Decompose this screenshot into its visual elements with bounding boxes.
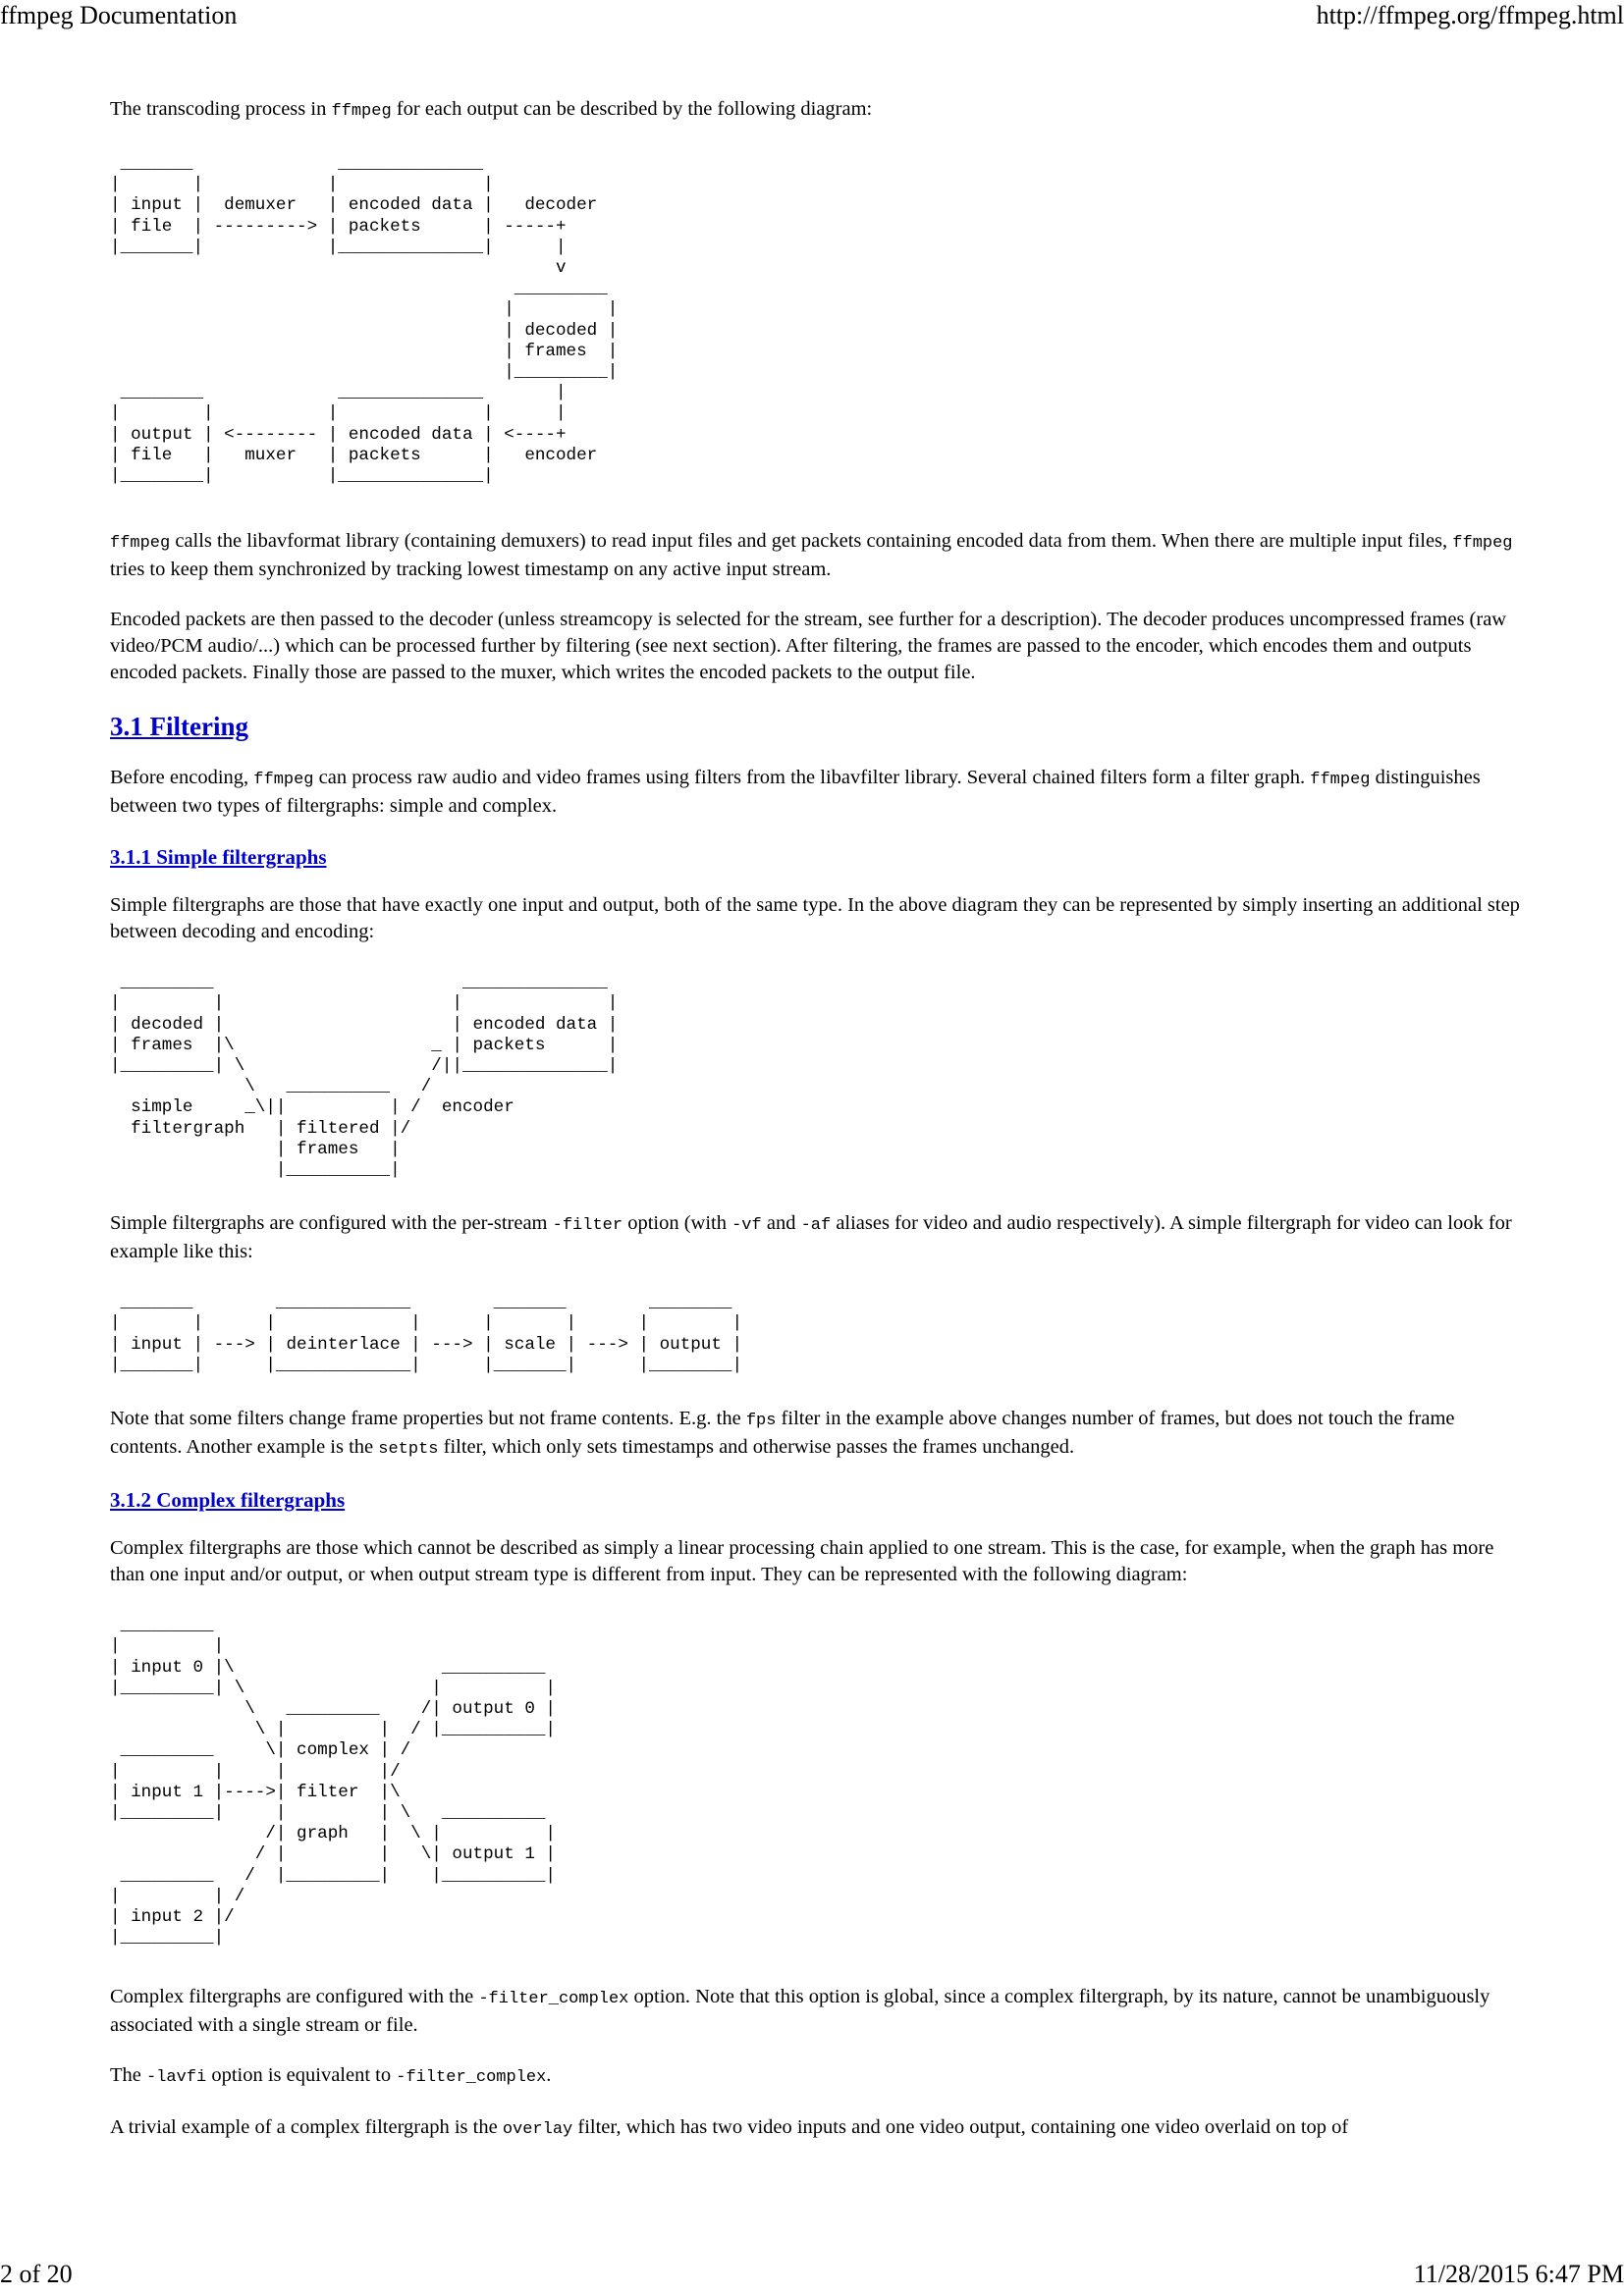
transcoding-diagram: _______ ______________ | | | | | input | demuxer | encoded data | decoder | file | ---------> | packets | -----+ |_______| |______________| | v _________ | | | decoded | | frames | |_________| ________ ______________ | | | | | | | output | <-------- | encoded data | <----+ | file | muxer | packets | encoder |________| |______________| — [110, 154, 619, 487]
intro-paragraph: The transcoding process in ffmpeg for each output can be described by the following diagram: — [110, 98, 873, 121]
video-filter-chain-diagram: _______ _____________ _______ ________ | | | | | | | | | input | ---> | deinterlace | ---> | scale | ---> | output | |_______| |_____________| |_______| |________| — [110, 1293, 743, 1375]
simple-filtergraphs-link[interactable]: 3.1.1 Simple filtergraphs — [110, 845, 327, 870]
header-url: http://ffmpeg.org/ffmpeg.html — [1316, 1, 1624, 29]
inline-code: ffmpeg — [331, 102, 392, 121]
section-heading-filtering — [110, 710, 1524, 743]
decoder-paragraph: Encoded packets are then passed to the decoder (unless streamcopy is selected for the stream, see further for a description). The decoder produces uncompressed frames (raw video/PCM audio/...) which can be processed further by filtering (see next section). After filtering, the frames are passed to the encoder, which encodes them and outputs encoded packets. Finally those are passed to the muxer, which writes the encoded packets to the output file. — [110, 609, 1507, 684]
document-body — [110, 96, 1524, 2166]
footer-page-number: 2 of 20 — [0, 2260, 73, 2288]
demuxer-paragraph: ffmpeg calls the libavformat library (containing demuxers) to read input files and get packets containing encoded data from them. When there are multiple input files, ffmpeg tries to keep them synchronized by tracking lowest timestamp on any active input stream. — [110, 530, 1513, 581]
filtering-heading-link[interactable]: 3.1 Filtering — [110, 712, 248, 742]
filtering-paragraph: Before encoding, ffmpeg can process raw audio and video frames using filters from the libavfilter library. Several chained filters form a filter graph. ffmpeg distinguishes between two types of filtergraphs: simple and complex. — [110, 767, 1481, 818]
footer-datetime: 11/28/2015 6:47 PM — [1413, 2260, 1624, 2288]
complex-filtergraph-diagram: _________ | | | input 0 |\ __________ |_________| \ | | \ _________ /| output 0 | \ | | / |__________| _________ \| complex | / | | | |/ | input 1 |---->| filter |\ |_________| | | \ __________ /| graph | \ | | / | | \| output 1 | _________ / |_________| |__________| | | / | input 2 |/ |_________| — [110, 1616, 556, 1949]
section-heading-simple-filtergraphs — [110, 843, 1524, 871]
header-title: ffmpeg Documentation — [0, 1, 238, 29]
simple-paragraph-3: Note that some filters change frame properties but not frame contents. E.g. the fps filter in the example above changes number of frames, but does not touch the frame contents. Another example is the setpts filter, which only sets timestamps and otherwise passes the frames unchanged. — [110, 1408, 1455, 1460]
simple-paragraph-1: Simple filtergraphs are those that have exactly one input and output, both of the same type. In the above diagram they can be represented by simply inserting an additional step between decoding and encoding: — [110, 894, 1520, 943]
section-heading-complex-filtergraphs — [110, 1486, 1524, 1514]
simple-paragraph-2: Simple filtergraphs are configured with the per-stream -filter option (with -vf and -af aliases for video and audio respectively). A simple filtergraph for video can look for example like this: — [110, 1212, 1512, 1263]
complex-paragraph-4: A trivial example of a complex filtergraph is the overlay filter, which has two video inputs and one video output, containing one video overlaid on top of — [110, 2116, 1349, 2140]
simple-filtergraph-diagram: _________ ______________ | | | | | decoded | | encoded data | | frames |\ _ | packets | |_________| \ /||______________| \ __________ / simple _\|| | / encoder filtergraph | filtered |/ | frames | |__________| — [110, 973, 619, 1181]
complex-filtergraphs-link[interactable]: 3.1.2 Complex filtergraphs — [110, 1488, 346, 1513]
complex-paragraph-2: Complex filtergraphs are configured with the -filter_complex option. Note that this option is global, since a complex filtergraph, by its nature, cannot be unambiguously associated with a single stream or file. — [110, 1986, 1490, 2037]
complex-paragraph-1: Complex filtergraphs are those which cannot be described as simply a linear processing chain applied to one stream. This is the case, for example, when the graph has more than one input and/or output, or when output stream type is different from input. They can be represented with the following diagram: — [110, 1537, 1494, 1586]
complex-paragraph-3: The -lavfi option is equivalent to -filter_complex. — [110, 2064, 552, 2088]
